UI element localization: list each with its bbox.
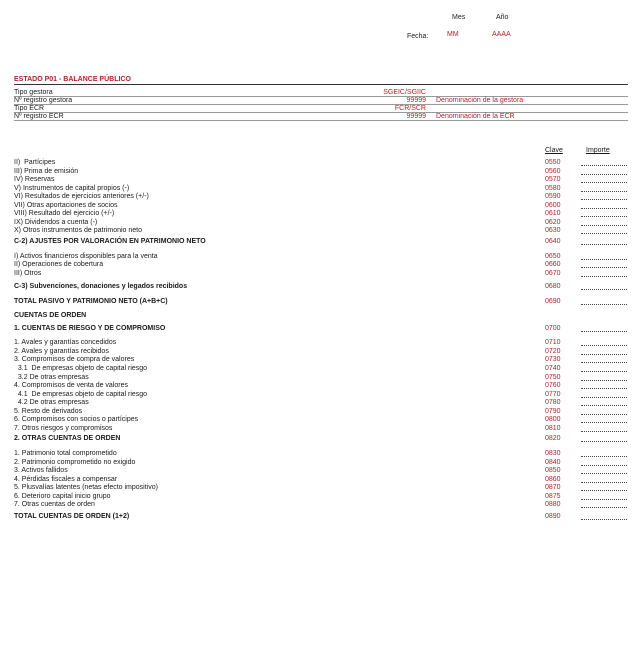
row-code: 0590	[545, 193, 561, 201]
row-label: VII) Otras aportaciones de socios	[14, 201, 118, 209]
row-code: 0860	[545, 475, 561, 483]
row-code: 0610	[545, 210, 561, 218]
importe-input[interactable]	[581, 362, 627, 363]
row-label: 1. CUENTAS DE RIESGO Y DE COMPROMISO	[14, 324, 166, 332]
row-label: 2. Avales y garantías recibidos	[14, 347, 109, 355]
row-label: I) Activos financieros disponibles para la venta	[14, 252, 158, 260]
row-label: 2. OTRAS CUENTAS DE ORDEN	[14, 435, 121, 443]
importe-input[interactable]	[581, 225, 627, 226]
info-rule	[14, 104, 628, 105]
fecha-label: Fecha:	[407, 33, 429, 40]
row-code: 0640	[545, 237, 561, 245]
row-code: 0670	[545, 269, 561, 277]
importe-input[interactable]	[581, 244, 627, 245]
ano-value[interactable]: AAAA	[492, 31, 511, 38]
importe-input[interactable]	[581, 259, 627, 260]
row-label: 1. Patrimonio total comprometido	[14, 449, 117, 457]
importe-input[interactable]	[581, 441, 627, 442]
row-code: 0580	[545, 184, 561, 192]
info-label: Nº registro gestora	[14, 97, 73, 104]
importe-input[interactable]	[581, 397, 627, 398]
info-description: Denominación de la gestora	[436, 97, 524, 104]
importe-input[interactable]	[581, 456, 627, 457]
row-label: 5. Resto de derivados	[14, 407, 83, 415]
row-label: X) Otros instrumentos de patrimonio neto	[14, 227, 143, 235]
row-code: 0810	[545, 424, 561, 432]
row-label: 4. Pérdidas fiscales a compensar	[14, 475, 118, 483]
info-label: Tipo gestora	[14, 89, 53, 96]
importe-input[interactable]	[581, 354, 627, 355]
row-code: 0680	[545, 283, 561, 291]
row-label: TOTAL CUENTAS DE ORDEN (1+2)	[14, 512, 130, 520]
importe-input[interactable]	[581, 482, 627, 483]
row-label: CUENTAS DE ORDEN	[14, 312, 87, 320]
importe-input[interactable]	[581, 174, 627, 175]
row-label: III) Otros	[14, 269, 42, 277]
row-label: 4.1 De empresas objeto de capital riesgo	[14, 390, 148, 398]
importe-input[interactable]	[581, 371, 627, 372]
row-label: 7. Otros riesgos y compromisos	[14, 424, 113, 432]
row-label: IX) Dividendos a cuenta (-)	[14, 218, 98, 226]
importe-input[interactable]	[581, 331, 627, 332]
col-importe-header: Importe	[586, 147, 610, 154]
row-label: V) Instrumentos de capital propios (-)	[14, 184, 130, 192]
info-label: Tipo ECR	[14, 105, 45, 112]
importe-input[interactable]	[581, 405, 627, 406]
row-label: 5. Plusvalías latentes (netas efecto impositivo)	[14, 484, 158, 492]
row-label: II) Operaciones de cobertura	[14, 261, 104, 269]
row-code: 0790	[545, 407, 561, 415]
row-label: 1. Avales y garantías concedidos	[14, 339, 117, 347]
row-code: 0630	[545, 227, 561, 235]
importe-input[interactable]	[581, 490, 627, 491]
mes-label: Mes	[452, 14, 466, 21]
row-label: C-3) Subvenciones, donaciones y legados recibidos	[14, 283, 188, 291]
importe-input[interactable]	[581, 289, 627, 290]
info-value[interactable]: FCR/SCR	[394, 105, 426, 112]
row-code: 0550	[545, 159, 561, 166]
row-label: VI) Resultados de ejercicios anteriores (+/-)	[14, 193, 149, 201]
info-label: Nº registro ECR	[14, 113, 64, 120]
importe-input[interactable]	[581, 519, 627, 520]
title-rule	[14, 84, 628, 85]
info-rule	[14, 112, 628, 113]
info-rule	[14, 120, 628, 121]
row-code: 0740	[545, 365, 561, 372]
row-label: III) Prima de emisión	[14, 167, 79, 175]
row-label: 6. Compromisos con socios o partícipes	[14, 416, 139, 424]
row-code: 0720	[545, 347, 561, 355]
importe-input[interactable]	[581, 182, 627, 183]
row-code: 0600	[545, 201, 561, 209]
importe-input[interactable]	[581, 380, 627, 381]
importe-input[interactable]	[581, 422, 627, 423]
row-code: 0710	[545, 339, 561, 347]
row-code: 0650	[545, 252, 561, 260]
row-code: 0850	[545, 467, 561, 475]
info-value[interactable]: 99999	[406, 97, 426, 104]
info-value[interactable]: SGEIC/SGIIC	[383, 89, 426, 96]
row-code: 0830	[545, 449, 561, 457]
row-label: 3. Compromisos de compra de valores	[14, 356, 135, 364]
row-code: 0570	[545, 176, 561, 184]
importe-input[interactable]	[581, 208, 627, 209]
info-value[interactable]: 99999	[406, 113, 426, 120]
row-label: IV) Reservas	[14, 176, 55, 184]
row-label: 2. Patrimonio comprometido no exigido	[14, 458, 136, 466]
importe-input[interactable]	[581, 267, 627, 268]
importe-input[interactable]	[581, 199, 627, 200]
importe-input[interactable]	[581, 507, 627, 508]
importe-input[interactable]	[581, 191, 627, 192]
importe-input[interactable]	[581, 304, 627, 305]
row-code: 0890	[545, 512, 561, 520]
info-description: Denominación de la ECR	[436, 113, 515, 120]
row-label: 3.1 De empresas objeto de capital riesgo	[14, 365, 148, 372]
row-code: 0875	[545, 492, 561, 500]
row-label: VIII) Resultado del ejercicio (+/-)	[14, 210, 115, 218]
importe-input[interactable]	[581, 414, 627, 415]
row-label: 4. Compromisos de venta de valores	[14, 382, 128, 390]
row-code: 0840	[545, 458, 561, 466]
report-title: ESTADO P01 - BALANCE PÚBLICO	[14, 76, 131, 83]
row-code: 0770	[545, 390, 561, 398]
info-rule	[14, 96, 628, 97]
ano-label: Año	[496, 14, 509, 21]
importe-input[interactable]	[581, 276, 627, 277]
mes-value[interactable]: MM	[447, 31, 459, 38]
row-code: 0870	[545, 484, 561, 492]
importe-input[interactable]	[581, 465, 627, 466]
row-label: TOTAL PASIVO Y PATRIMONIO NETO (A+B+C)	[14, 297, 168, 305]
row-label: 3.2 De otras empresas	[14, 373, 89, 381]
importe-input[interactable]	[581, 431, 627, 432]
row-label: C-2) AJUSTES POR VALORACIÓN EN PATRIMONIO NETO	[14, 237, 206, 245]
row-code: 0760	[545, 382, 561, 390]
row-code: 0880	[545, 501, 561, 509]
row-code: 0690	[545, 297, 561, 305]
importe-input[interactable]	[581, 473, 627, 474]
row-code: 0620	[545, 218, 561, 226]
row-code: 0560	[545, 167, 561, 175]
importe-input[interactable]	[581, 345, 627, 346]
row-code: 0800	[545, 416, 561, 424]
row-label: 3. Activos fallidos	[14, 467, 68, 475]
importe-input[interactable]	[581, 165, 627, 166]
row-label: 4.2 De otras empresas	[14, 399, 89, 407]
row-code: 0660	[545, 261, 561, 269]
row-label: II) Partícipes	[14, 159, 56, 166]
col-clave-header: Clave	[545, 147, 563, 154]
importe-input[interactable]	[581, 499, 627, 500]
row-code: 0780	[545, 399, 561, 407]
row-code: 0820	[545, 435, 561, 443]
row-label: 7. Otras cuentas de orden	[14, 501, 95, 509]
row-code: 0750	[545, 373, 561, 381]
importe-input[interactable]	[581, 388, 627, 389]
row-label: 6. Deterioro capital inicio grupo	[14, 492, 111, 500]
row-code: 0730	[545, 356, 561, 364]
row-code: 0700	[545, 324, 561, 332]
importe-input[interactable]	[581, 233, 627, 234]
importe-input[interactable]	[581, 216, 627, 217]
